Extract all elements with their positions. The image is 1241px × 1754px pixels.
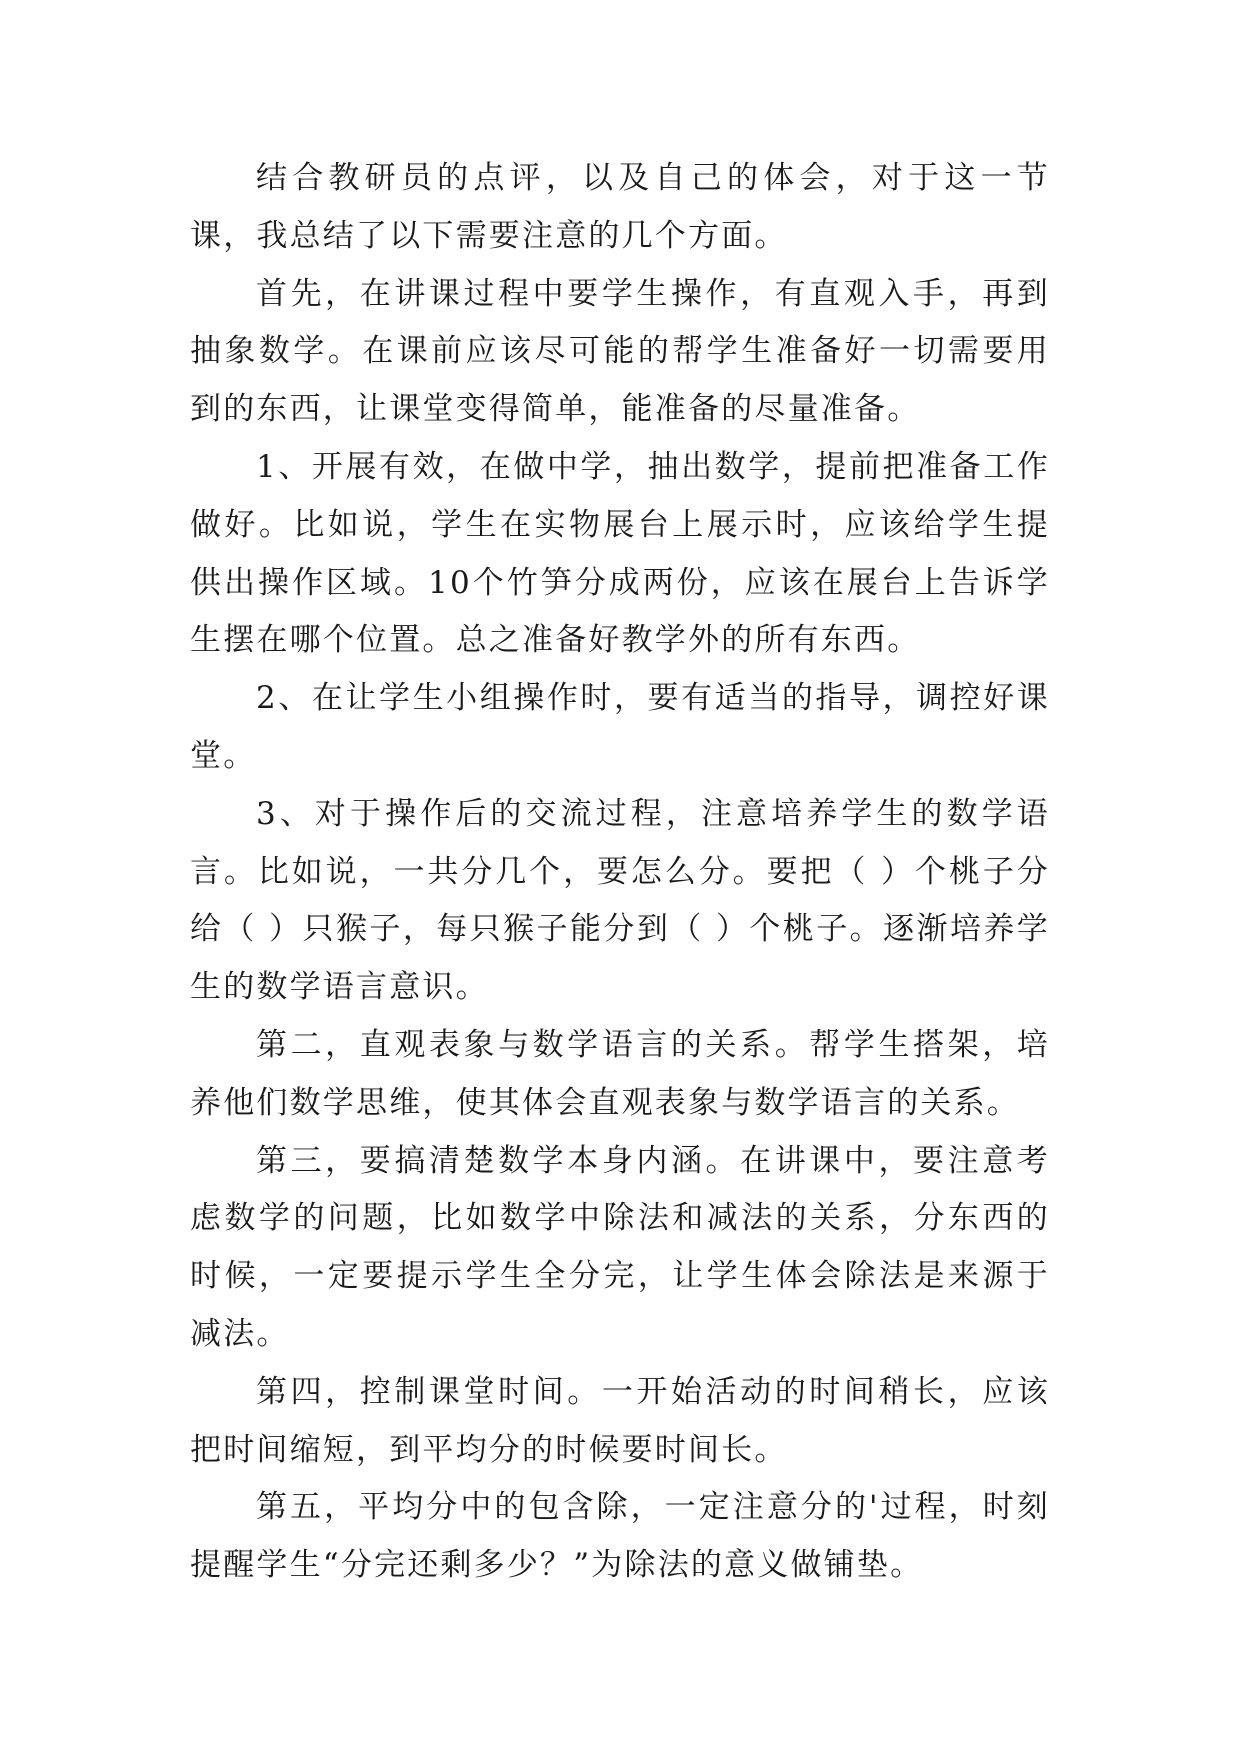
paragraph-fourth-point: 第四，控制课堂时间。一开始活动的时间稍长，应该把时间缩短，到平均分的时候要时间长。 [190, 1373, 1050, 1468]
document-body [190, 150, 1050, 1595]
paragraph-intro: 结合教研员的点评，以及自己的体会，对于这一节课，我总结了以下需要注意的几个方面。 [190, 160, 1050, 254]
paragraph-third-point: 第三，要搞清楚数学本身内涵。在讲课中，要注意考虑数学的问题，比如数学中除法和减法的关系，分东西的时候，一定要提示学生全分完，让学生体会除法是来源于减法。 [190, 1142, 1050, 1352]
paragraph-item-2: 2、在让学生小组操作时，要有适当的指导，调控好课堂。 [190, 680, 1050, 774]
paragraph-fifth-point: 第五，平均分中的包含除，一定注意分的'过程，时刻提醒学生“分完还剩多少？”为除法的意义做铺垫。 [190, 1489, 1050, 1584]
paragraph-first-point: 首先，在讲课过程中要学生操作，有直观入手，再到抽象数学。在课前应该尽可能的帮学生准备好一切需要用到的东西，让课堂变得简单，能准备的尽量准备。 [190, 275, 1050, 428]
paragraph-item-3: 3、对于操作后的交流过程，注意培养学生的数学语言。比如说，一共分几个，要怎么分。要把（ ）个桃子分给（ ）只猴子，每只猴子能分到（ ）个桃子。逐渐培养学生的数学语言意识。 [190, 795, 1050, 1006]
paragraph-item-1: 1、开展有效，在做中学，抽出数学，提前把准备工作做好。比如说，学生在实物展台上展示时，应该给学生提供出操作区域。10个竹笋分成两份，应该在展台上告诉学生摆在哪个位置。总之准备好教学外的所有东西。 [190, 448, 1050, 659]
paragraph-second-point: 第二，直观表象与数学语言的关系。帮学生搭架，培养他们数学思维，使其体会直观表象与数学语言的关系。 [190, 1026, 1050, 1121]
